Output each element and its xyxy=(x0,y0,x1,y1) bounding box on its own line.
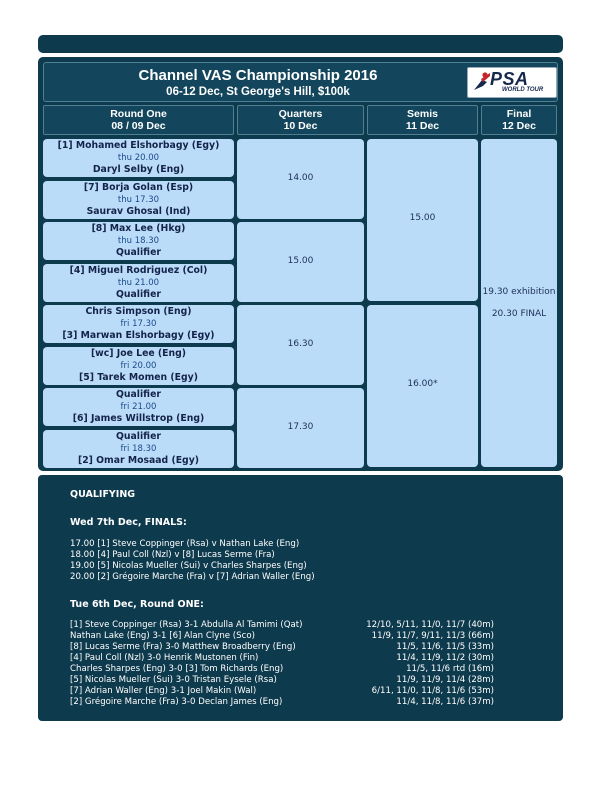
player-two: Qualifier xyxy=(116,288,161,300)
result-score: 11/9, 11/9, 11/4 (28m) xyxy=(396,675,494,685)
column-header xyxy=(43,105,234,135)
qualifying-result-row xyxy=(70,620,530,631)
result-match: [8] Lucas Serme (Fra) 3-0 Matthew Broadberry (Eng) xyxy=(70,642,296,652)
semi-final-slot xyxy=(367,305,478,467)
round-one-match xyxy=(43,305,234,343)
player-one: [4] Miguel Rodriguez (Col) xyxy=(69,264,208,276)
column-name: Quarters xyxy=(278,108,323,120)
match-time: thu 18.30 xyxy=(117,236,160,246)
result-match: [4] Paul Coll (Nzl) 3-0 Henrik Mustonen (Fin) xyxy=(70,653,259,663)
semi-time: 15.00 xyxy=(409,213,436,223)
final-cell xyxy=(481,139,557,467)
player-one: Qualifier xyxy=(116,389,161,400)
column-name: Round One xyxy=(110,108,167,120)
psa-logo xyxy=(467,67,557,98)
round-one-match xyxy=(43,222,234,260)
column-date: 08 / 09 Dec xyxy=(111,120,166,132)
player-two: Daryl Selby (Eng) xyxy=(92,164,185,175)
quarter-time: 15.00 xyxy=(287,256,314,266)
semi-final-slot xyxy=(367,139,478,301)
player-one: [wc] Joe Lee (Eng) xyxy=(90,347,187,359)
quarter-final-slot xyxy=(237,388,364,468)
logo-text: PSA xyxy=(490,69,529,89)
final-fixture: 19.00 [5] Nicolas Mueller (Sui) v Charles Sharpes (Eng) xyxy=(70,561,307,571)
top-banner-bar xyxy=(38,35,563,53)
round-one-match xyxy=(43,264,234,302)
column-date: 12 Dec xyxy=(502,120,536,132)
column-name: Semis xyxy=(407,108,438,120)
qualifying-title: QUALIFYING xyxy=(70,489,136,500)
player-two: [2] Omar Mosaad (Egy) xyxy=(77,454,200,466)
qualifying-final-row xyxy=(70,561,530,572)
result-match: [1] Steve Coppinger (Rsa) 3-1 Abdulla Al Tamimi (Qat) xyxy=(70,620,303,630)
logo-subtext: WORLD TOUR xyxy=(502,87,544,93)
result-match: [5] Nicolas Mueller (Sui) 3-0 Tristan Eysele (Rsa) xyxy=(70,675,277,685)
match-time: thu 20.00 xyxy=(117,153,160,163)
qualifying-final-row xyxy=(70,572,530,583)
semi-time: 16.00* xyxy=(407,379,438,389)
player-one: Qualifier xyxy=(116,430,161,442)
player-two: [6] James Willstrop (Eng) xyxy=(72,413,205,424)
player-two: [5] Tarek Momen (Egy) xyxy=(79,371,198,383)
player-one: [1] Mohamed Elshorbagy (Egy) xyxy=(57,140,220,151)
result-score: 12/10, 5/11, 11/0, 11/7 (40m) xyxy=(366,620,494,630)
player-one: [8] Max Lee (Hkg) xyxy=(91,223,186,234)
column-date: 11 Dec xyxy=(405,120,440,132)
match-time: thu 21.00 xyxy=(117,277,160,288)
match-time: fri 18.30 xyxy=(120,443,157,454)
quarter-final-slot xyxy=(237,305,364,385)
psa-player-icon xyxy=(472,71,492,93)
result-score: 11/9, 11/7, 9/11, 11/3 (66m) xyxy=(371,631,494,641)
quarter-time: 14.00 xyxy=(287,173,314,183)
player-one: [7] Borja Golan (Esp) xyxy=(83,181,194,193)
final-exhibition-time: 19.30 exhibition xyxy=(482,287,556,297)
qualifying-result-row xyxy=(70,653,530,664)
finals-heading: Wed 7th Dec, FINALS: xyxy=(70,517,187,528)
qualifying-result-row xyxy=(70,642,530,653)
round-one-match xyxy=(43,181,234,219)
column-name: Final xyxy=(506,108,532,120)
column-header xyxy=(367,105,478,135)
final-fixture: 17.00 [1] Steve Coppinger (Rsa) v Nathan Lake (Eng) xyxy=(70,539,300,549)
quarter-final-slot xyxy=(237,139,364,219)
round-one-match xyxy=(43,388,234,426)
player-two: Saurav Ghosal (Ind) xyxy=(86,205,191,217)
result-match: Charles Sharpes (Eng) 3-0 [3] Tom Richards (Eng) xyxy=(70,664,284,674)
round-one-match xyxy=(43,430,234,468)
final-fixture: 20.00 [2] Grégoire Marche (Fra) v [7] Adrian Waller (Eng) xyxy=(70,572,315,582)
player-two: Qualifier xyxy=(116,247,161,258)
page-subtitle: 06-12 Dec, St George's Hill, $100k xyxy=(166,86,350,98)
result-score: 11/4, 11/8, 11/6 (37m) xyxy=(396,697,494,707)
qualifying-result-row xyxy=(70,697,530,708)
column-header xyxy=(481,105,557,135)
result-score: 11/4, 11/9, 11/2 (30m) xyxy=(396,653,494,663)
final-match-time: 20.30 FINAL xyxy=(491,309,547,319)
final-fixture: 18.00 [4] Paul Coll (Nzl) v [8] Lucas Serme (Fra) xyxy=(70,550,275,560)
qualifying-result-row xyxy=(70,675,530,686)
result-match: [7] Adrian Waller (Eng) 3-1 Joel Makin (Wal) xyxy=(70,686,257,696)
result-score: 6/11, 11/0, 11/8, 11/6 (53m) xyxy=(371,686,494,696)
quarter-final-slot xyxy=(237,222,364,302)
column-date: 10 Dec xyxy=(283,120,318,132)
result-match: [2] Grégoire Marche (Fra) 3-0 Declan James (Eng) xyxy=(70,697,283,707)
quarter-time: 16.30 xyxy=(287,339,314,349)
tournament-header xyxy=(43,62,558,102)
match-time: fri 17.30 xyxy=(120,319,157,329)
qualifying-final-row xyxy=(70,550,530,561)
player-two: [3] Marwan Elshorbagy (Egy) xyxy=(62,330,215,341)
match-time: fri 21.00 xyxy=(120,402,157,412)
result-match: Nathan Lake (Eng) 3-1 [6] Alan Clyne (Sco) xyxy=(70,631,255,641)
column-header xyxy=(237,105,364,135)
round-one-match xyxy=(43,139,234,177)
qualifying-result-row xyxy=(70,631,530,642)
round-one-heading: Tue 6th Dec, Round ONE: xyxy=(70,599,204,610)
match-time: fri 20.00 xyxy=(120,360,157,371)
player-one: Chris Simpson (Eng) xyxy=(85,306,192,317)
match-time: thu 17.30 xyxy=(117,194,160,205)
qualifying-final-row xyxy=(70,539,530,550)
round-one-match xyxy=(43,347,234,385)
result-score: 11/5, 11/6, 11/5 (33m) xyxy=(396,642,494,652)
draw-bracket xyxy=(38,57,563,471)
qualifying-panel xyxy=(38,475,563,721)
qualifying-result-row xyxy=(70,664,530,675)
page-title: Channel VAS Championship 2016 xyxy=(138,67,378,84)
result-score: 11/5, 11/6 rtd (16m) xyxy=(406,664,494,674)
qualifying-result-row xyxy=(70,686,530,697)
quarter-time: 17.30 xyxy=(287,422,314,432)
